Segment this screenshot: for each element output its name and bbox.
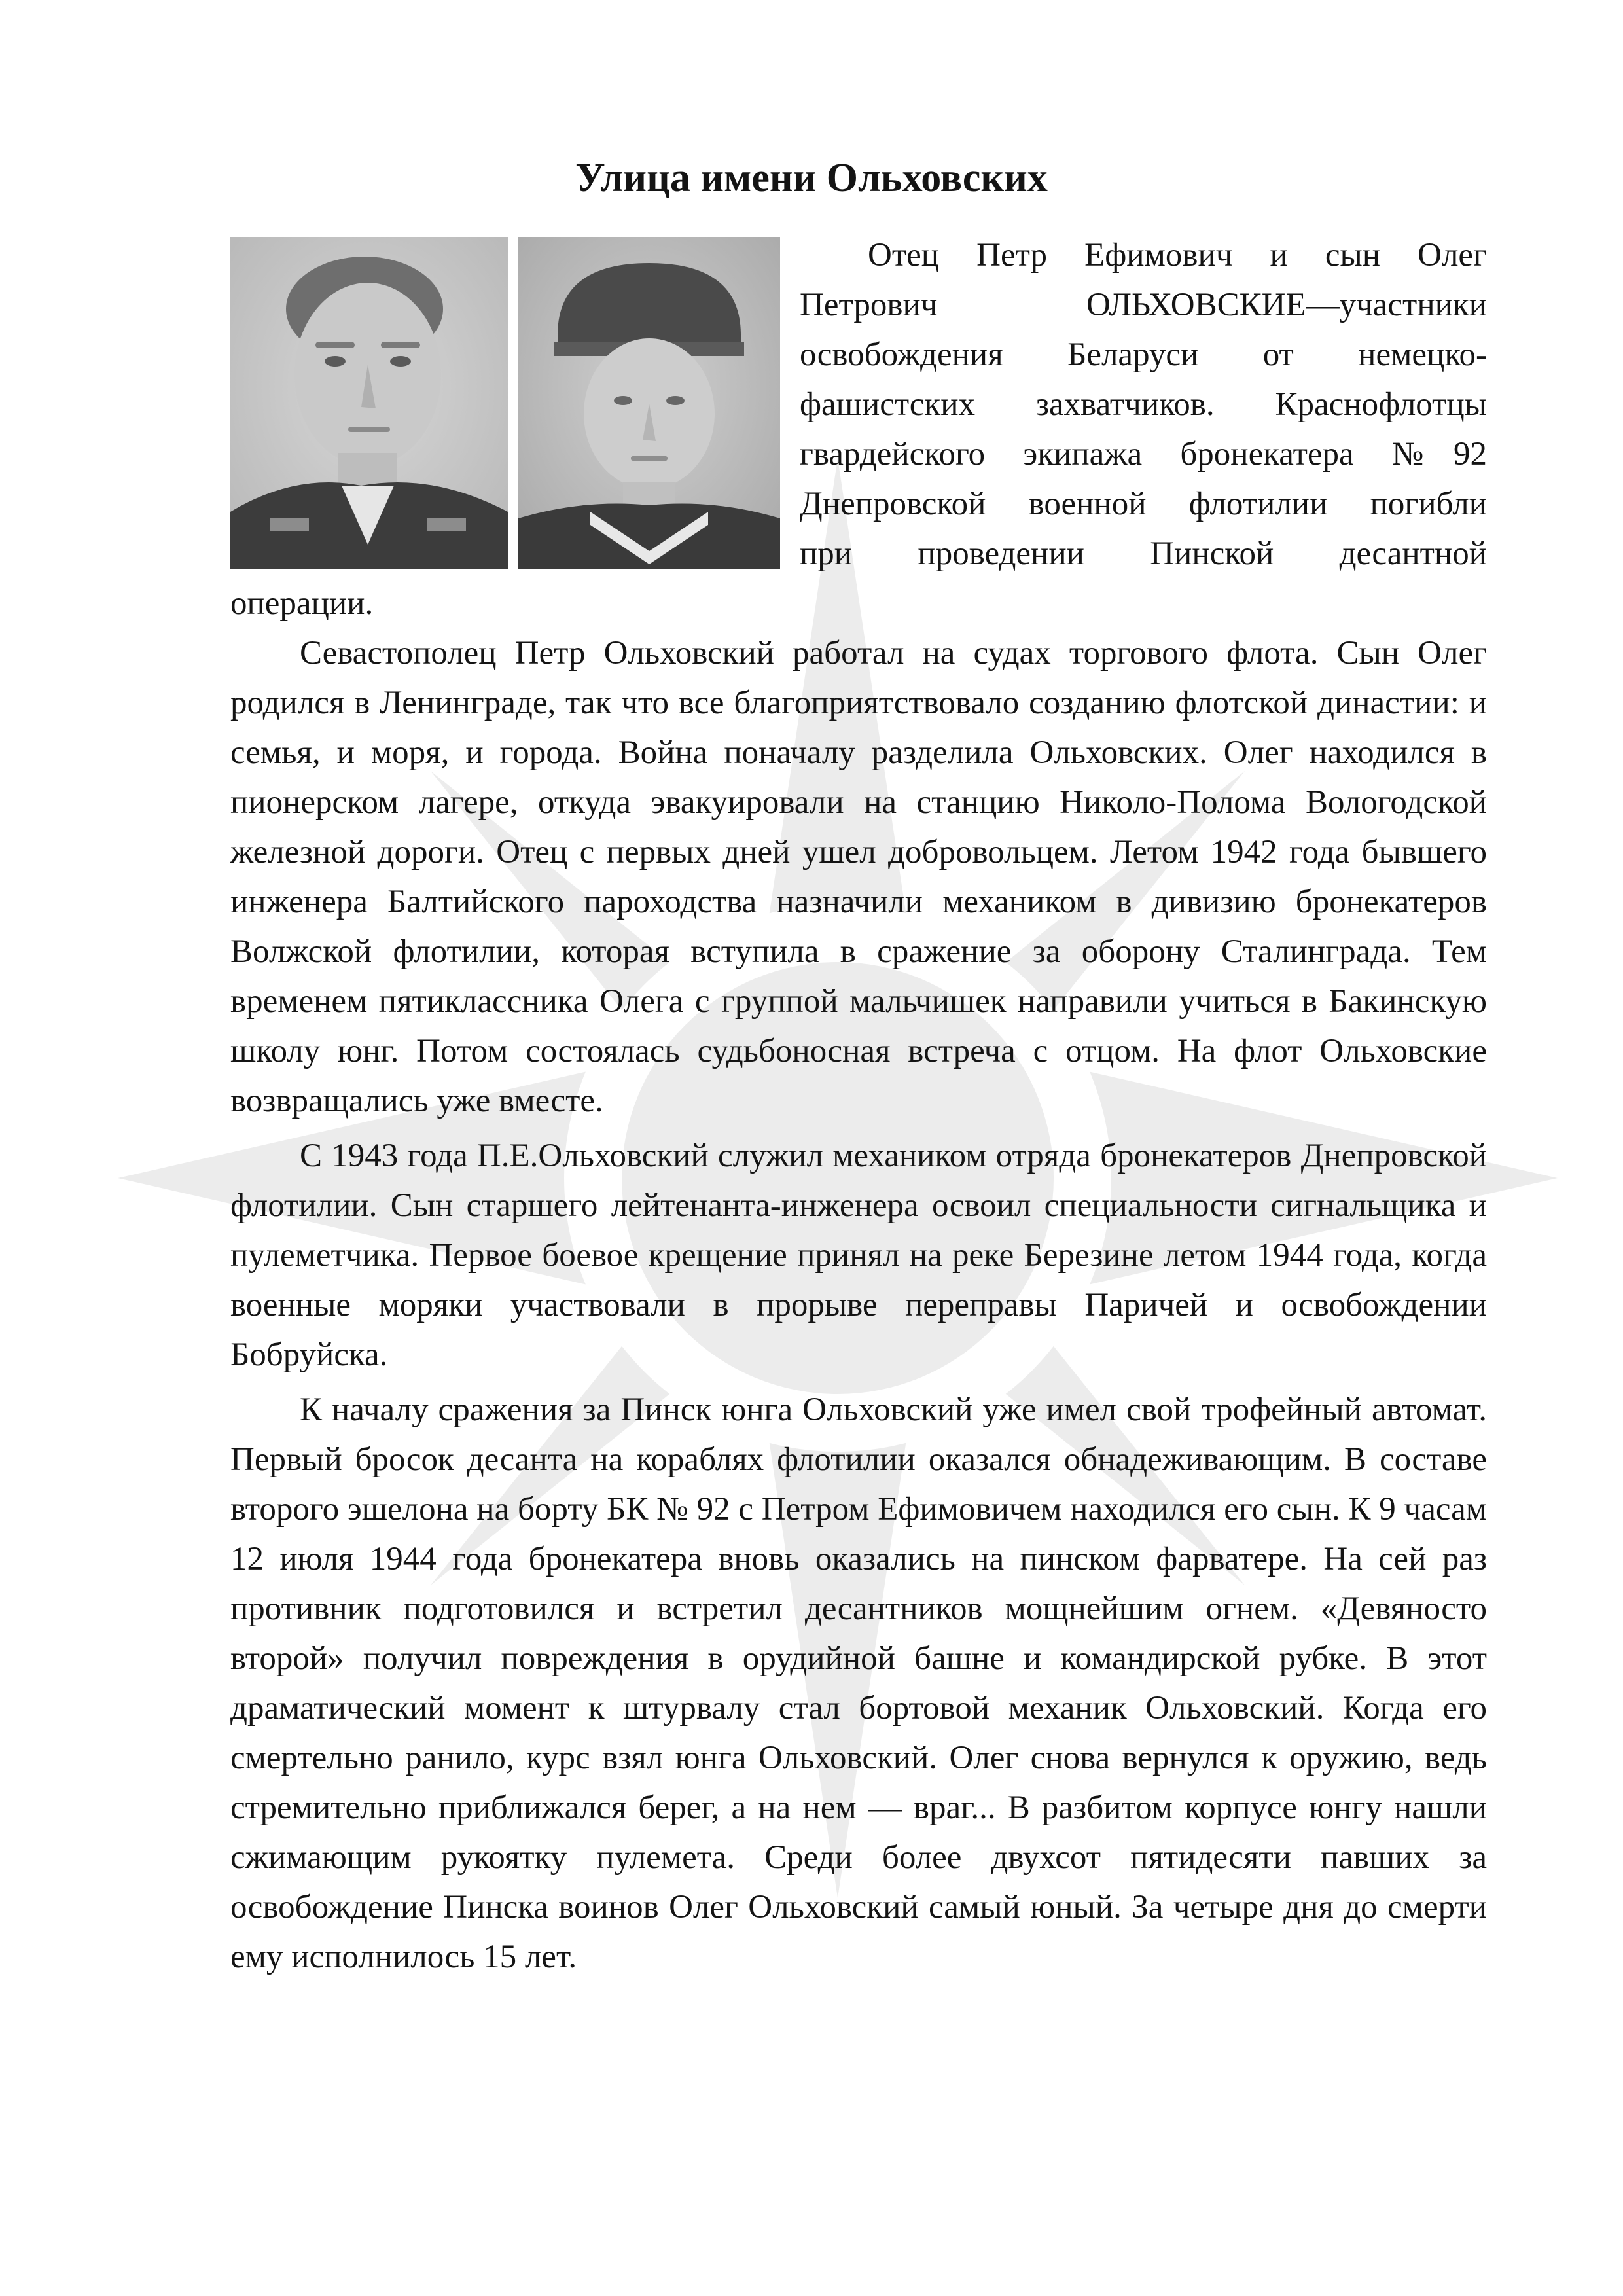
father-portrait: [230, 237, 508, 569]
photo-pair: [230, 237, 780, 569]
paragraph: Севастополец Петр Ольховский работал на судах торгового флота. Сын Олег родился в Ленинграде, так что все благоприятствовало созданию флотской династии: и семья, и моря, и города. Война поначалу разделила Ольховских. Олег находился в пионерском лагере, откуда эвакуировали на станцию Николо-Полома Вологодской железной дороги. Отец с первых дней ушел добровольцем. Летом 1942 года бывшего инженера Балтийского пароходства назначили механиком в дивизию бронекатеров Волжской флотилии, которая вступила в сражение за оборону Сталинграда. Тем временем пятиклассника Олега с группой мальчишек направили учиться в Бакинскую школу юнг. Потом состоялась судьбоносная встреча с отцом. На флот Ольховские возвращались уже вместе.: [230, 635, 1487, 1119]
son-portrait: [518, 237, 780, 569]
paragraph: С 1943 года П.Е.Ольховский служил механиком отряда бронекатеров Днепровской флотилии. Сын старшего лейтенанта-инженера освоил специальности сигнальщика и пулеметчика. Первое боевое крещение принял на реке Березине летом 1944 года, когда военные моряки участвовали в прорыве переправы Паричей и освобождении Бобруйска.: [230, 1138, 1487, 1373]
intro-line: Петрович ОЛЬХОВСКИЕ—участники: [800, 287, 1487, 323]
intro-line: при проведении Пинской десантной: [800, 535, 1487, 572]
intro-line: Днепровской военной флотилии погибли: [800, 486, 1487, 522]
intro-text: [800, 230, 1487, 579]
intro-tail: операции.: [230, 585, 374, 622]
intro-line: освобождения Беларуси от немецко-: [800, 336, 1487, 373]
intro-line: фашистских захватчиков. Краснофлотцы: [800, 386, 1487, 423]
article-body: [230, 628, 1487, 1987]
intro-line: Отец Петр Ефимович и сын Олег: [868, 237, 1487, 274]
page-title: Улица имени Ольховских: [575, 156, 1048, 200]
intro-line: гвардейского экипажа бронекатера №92: [800, 436, 1487, 473]
paragraph: К началу сражения за Пинск юнга Ольховский уже имел свой трофейный автомат. Первый бросок десанта на кораблях флотилии оказался обнадеживающим. В составе второго эшелона на борту БК № 92 с Петром Ефимовичем находился его сын. К 9 часам 12 июля 1944 года бронекатера вновь оказались на пинском фарватере. На сей раз противник подготовился и встретил десантников мощнейшим огнем. «Девяносто второй» получил повреждения в орудийной башне и командирской рубке. В этот драматический момент к штурвалу стал бортовой механик Ольховский. Когда его смертельно ранило, курс взял юнга Ольховский. Олег снова вернулся к оружию, ведь стремительно приближался берег, а на нем — враг... В разбитом корпусе юнгу нашли сжимающим рукоятку пулемета. Среди более двухсот пятидесяти павших за освобождение Пинска воинов Олег Ольховский самый юный. За четыре дня до смерти ему исполнилось 15 лет.: [230, 1391, 1487, 1975]
